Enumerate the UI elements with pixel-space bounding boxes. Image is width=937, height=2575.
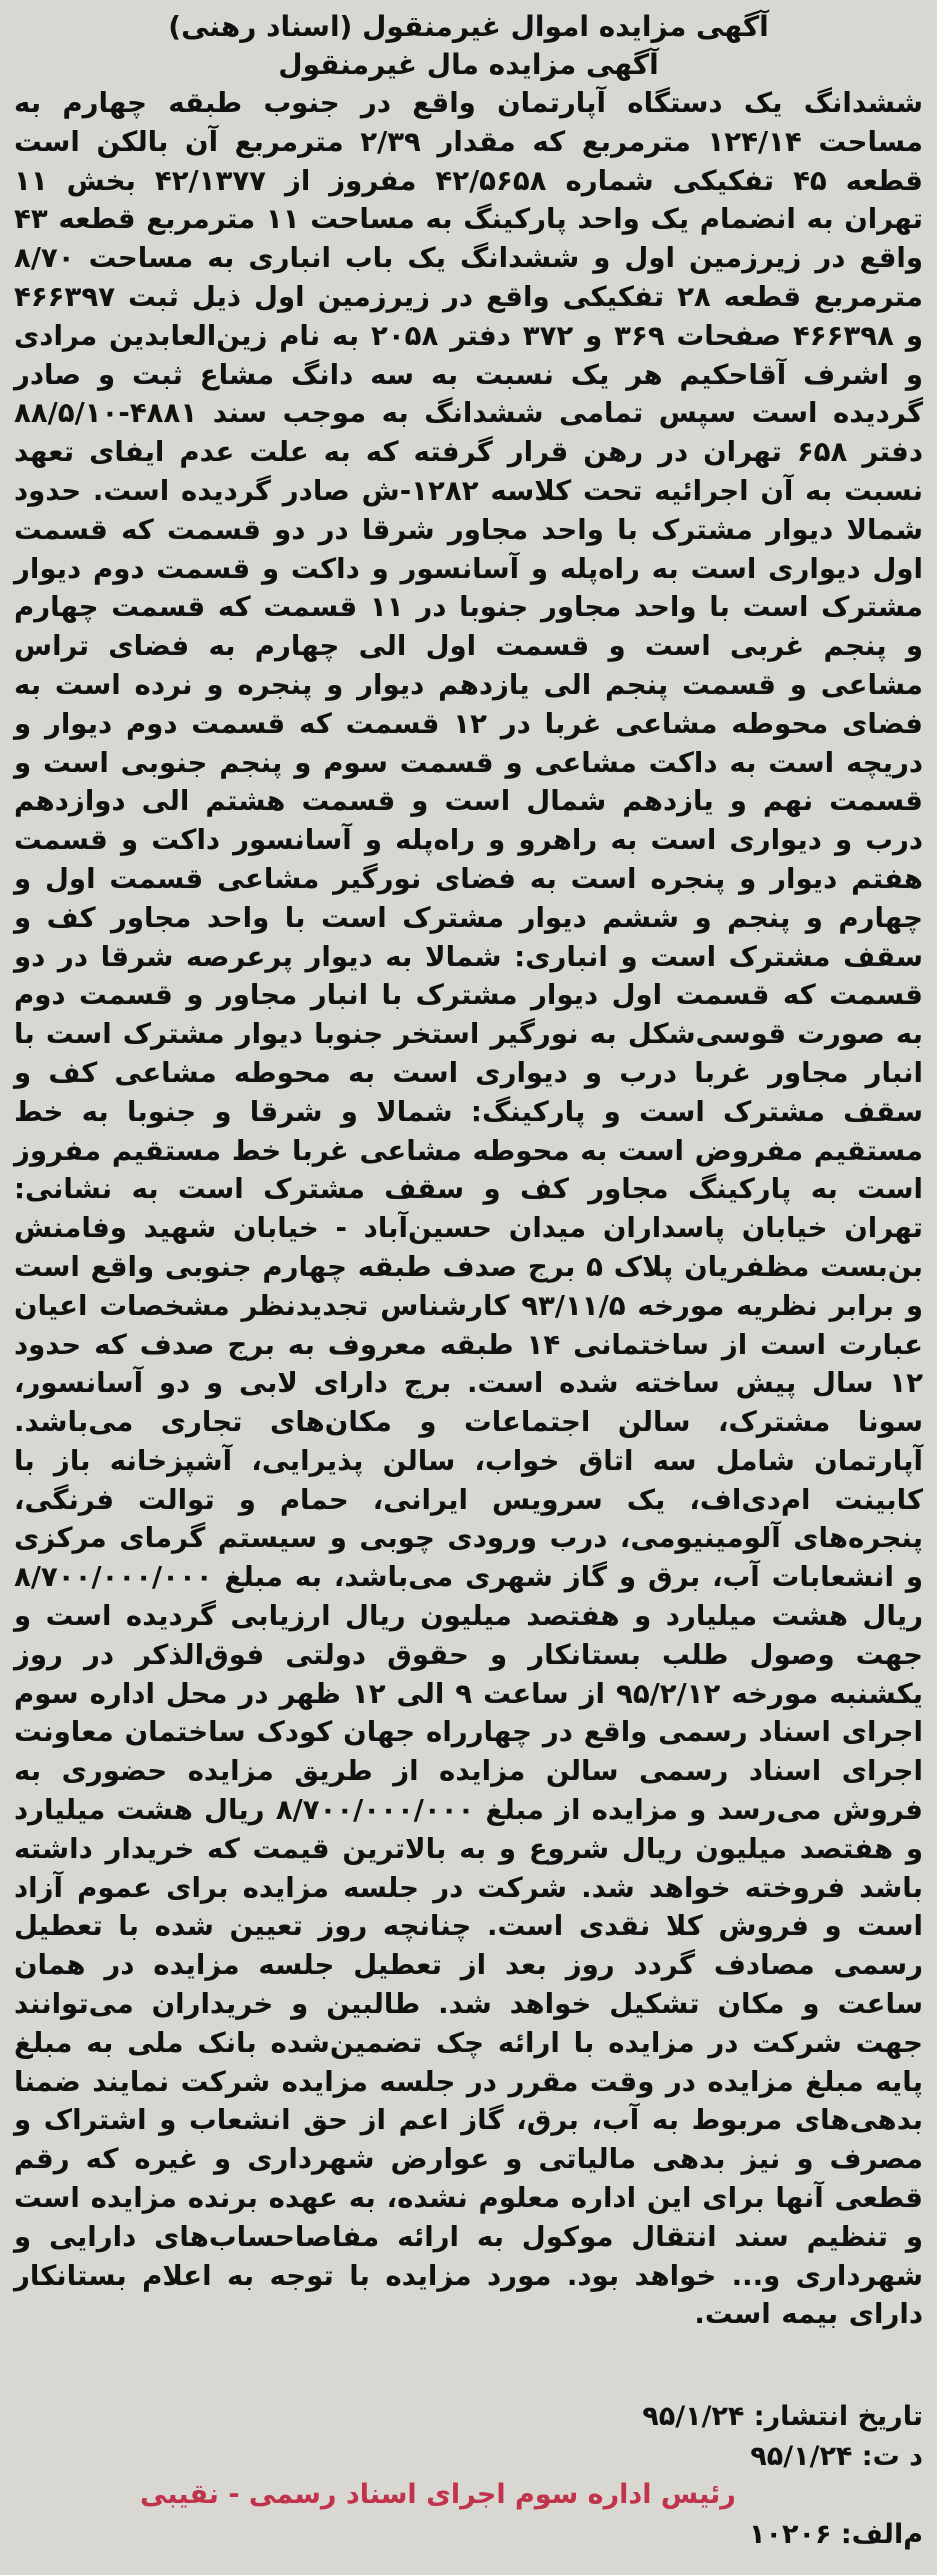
record-date: د ت: ۹۵/۱/۲۴ bbox=[750, 2441, 923, 2472]
reference-code: م‌الف: ۱۰۲۰۶ bbox=[749, 2519, 923, 2550]
signature-line: رئیس اداره سوم اجرای اسناد رسمی - نقیبی bbox=[140, 2479, 736, 2510]
notice-title: آگهی مزایده اموال غیرمنقول (اسناد رهنی) bbox=[168, 10, 769, 43]
notice-subtitle: آگهی مزایده مال غیرمنقول bbox=[278, 48, 659, 81]
notice-body: ششدانگ یک دستگاه آپارتمان واقع در جنوب طبقه چهارم به مساحت ۱۲۴/۱۴ مترمربع که مقدار ۲/۳۹ مترمربع آن بالکن است قطعه ۴۵ تفکیکی شماره ۴۲/۵۶۵۸ مفروز از ۴۲/۱۳۷۷ بخش ۱۱ تهران به انضمام یک واحد پارکینگ به مساحت ۱۱ مترمربع قطعه ۴۳ واقع در زیرزمین اول و ششدانگ یک باب انباری به مساحت ۸/۷۰ مترمربع قطعه ۲۸ تفکیکی واقع در زیرزمین اول ذیل ثبت ۴۶۶۳۹۷ و ۴۶۶۳۹۸ صفحات ۳۶۹ و ۳۷۲ دفتر ۲۰۵۸ به نام زین‌العابدین مرادی و اشرف آقاحکیم هر یک نسبت به سه دانگ مشاع ثبت و صادر گردیده است سپس تمامی ششدانگ به موجب سند ۴۸۸۱-۸۸/۵/۱۰ دفتر ۶۵۸ تهران در رهن قرار گرفته که به علت عدم ایفای تعهد نسبت به آن اجرائیه تحت کلاسه ۱۲۸۲-ش صادر گردیده است. حدود شمالا دیوار مشترک با واحد مجاور شرقا در دو قسمت که قسمت اول دیواری است به راه‌پله و آسانسور و داکت و قسمت دوم دیوار مشترک است با واحد مجاور جنوبا در ۱۱ قسمت که قسمت چهارم و پنجم غربی است و قسمت اول الی چهارم به فضای تراس مشاعی و قسمت پنجم الی یازدهم دیوار و پنجره و نرده است به فضای محوطه مشاعی غربا در ۱۲ قسمت که قسمت دوم دیوار و دریچه است به داکت مشاعی و قسمت سوم و پنجم جنوبی است و قسمت نهم و یازدهم شمال است و قسمت هشتم الی دوازدهم درب و دیواری است به راهرو و راه‌پله و آسانسور داکت و قسمت هفتم دیوار و پنجره است به فضای نورگیر مشاعی قسمت اول و چهارم و پنجم و ششم دیوار مشترک است با واحد مجاور کف و سقف مشترک است و انباری: شمالا به دیوار پرعرصه شرقا در دو قسمت که قسمت اول دیوار مشترک با انبار مجاور و قسمت دوم به صورت قوسی‌شکل به نورگیر استخر جنوبا دیوار مشترک است با انبار مجاور غربا درب و دیواری است به محوطه مشاعی کف و سقف مشترک است و پارکینگ: شمالا و شرقا و جنوبا به خط مستقیم مفروض است به محوطه مشاعی غربا خط مستقیم مفروز است به پارکینگ مجاور کف و سقف مشترک است به نشانی: تهران خیابان پاسداران میدان حسین‌آباد - خیابان شهید وفامنش بن‌بست مظفریان پلاک ۵ برج صدف طبقه چهارم جنوبی واقع است و برابر نظریه مورخه ۹۳/۱۱/۵ کارشناس تجدیدنظر مشخصات اعیان عبارت است از ساختمانی ۱۴ طبقه معروف به برج صدف که حدود ۱۲ سال پیش ساخته شده است. برج دارای لابی و دو آسانسور، سونا مشترک، سالن اجتماعات و مکان‌های تجاری می‌باشد. آپارتمان شامل سه اتاق خواب، سالن پذیرایی، آشپزخانه باز با کابینت ام‌دی‌اف، یک سرویس ایرانی، حمام و توالت فرنگی، پنجره‌های آلومینیومی، درب ورودی چوبی و سیستم گرمای مرکزی و انشعابات آب، برق و گاز شهری می‌باشد، به مبلغ ۸/۷۰۰/۰۰۰/۰۰۰ ریال هشت میلیارد و هفتصد میلیون ریال ارزیابی گردیده است و جهت وصول طلب بستانکار و حقوق دولتی فوق‌الذکر در روز یکشنبه مورخه ۹۵/۲/۱۲ از ساعت ۹ الی ۱۲ ظهر در محل اداره سوم اجرای اسناد رسمی واقع در چهارراه جهان کودک ساختمان معاونت اجرای اسناد رسمی سالن مزایده از طریق مزایده حضوری به فروش می‌رسد و مزایده از مبلغ ۸/۷۰۰/۰۰۰/۰۰۰ ریال هشت میلیارد و هفتصد میلیون ریال شروع و به بالاترین قیمت که خریدار داشته باشد فروخته خواهد شد. شرکت در جلسه مزایده برای عموم آزاد است و فروش کلا نقدی است. چنانچه روز تعیین شده با تعطیل رسمی مصادف گردد روز بعد از تعطیل جلسه مزایده در همان ساعت و مکان تشکیل خواهد شد. طالبین و خریداران می‌توانند جهت شرکت در مزایده با ارائه چک تضمین‌شده بانک ملی به مبلغ پایه مبلغ مزایده در وقت مقرر در جلسه مزایده شرکت نمایند ضمنا بدهی‌های مربوط به آب، برق، گاز اعم از حق انشعاب و اشتراک و مصرف و نیز بدهی مالیاتی و عوارض شهرداری و غیره که رقم قطعی آنها برای این اداره معلوم نشده، به عهده برنده مزایده است و تنظیم سند انتقال موکول به ارائه مفاصاحساب‌های دارایی و شهرداری و... خواهد بود. مورد مزایده با توجه به اعلام بستانکار دارای بیمه است. bbox=[14, 86, 924, 2331]
publish-date: تاریخ انتشار: ۹۵/۱/۲۴ bbox=[642, 2401, 923, 2432]
